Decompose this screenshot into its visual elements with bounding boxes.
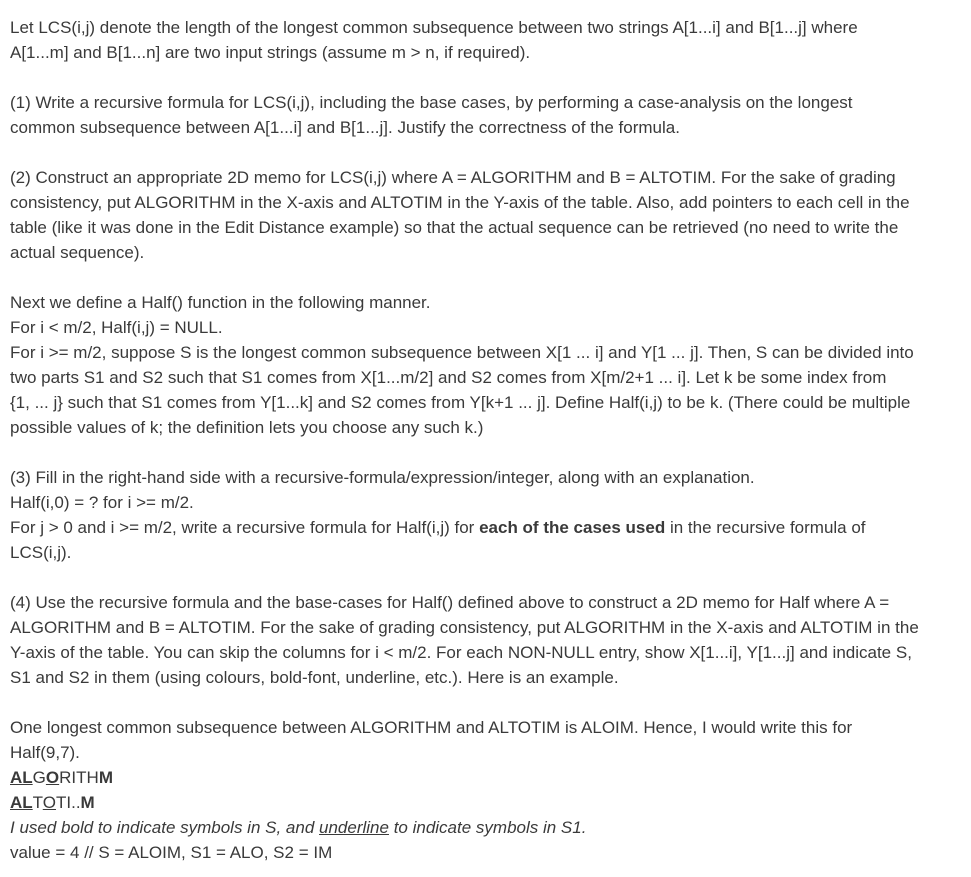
s1-bold-underlined: AL xyxy=(10,768,33,787)
question-2-line-2: consistency, put ALGORITHM in the X-axis and ALTOTIM in the Y-axis of the table. Also, add pointers to each cell in the xyxy=(10,193,910,212)
question-2-line-4: actual sequence). xyxy=(10,243,145,262)
question-3-line-1: (3) Fill in the right-hand side with a recursive-formula/expression/integer, along with an explanation. xyxy=(10,468,755,487)
example-line-1: One longest common subsequence between ALGORITHM and ALTOTIM is ALOIM. Hence, I would write this for xyxy=(10,718,853,737)
question-4-line-2: ALGORITHM and B = ALTOTIM. For the sake of grading consistency, put ALGORITHM in the X-axis and ALTOTIM in the xyxy=(10,618,919,637)
intro-line-1: Let LCS(i,j) denote the length of the longest common subsequence between two strings A[1...i] and B[1...j] where xyxy=(10,18,858,37)
question-3-line-4: LCS(i,j). xyxy=(10,543,72,562)
s2-bold: M xyxy=(80,793,95,812)
question-4-line-3: Y-axis of the table. You can skip the columns for i < m/2. For each NON-NULL entry, show X[1...i], Y[1...j] and indicate S, xyxy=(10,643,912,662)
paragraph-gap xyxy=(10,265,963,290)
s1-bold-underlined: AL xyxy=(10,793,33,812)
plain-text: RITH xyxy=(59,768,99,787)
intro-line-2: A[1...m] and B[1...n] are two input strings (assume m > n, if required). xyxy=(10,43,531,62)
note-text: I used bold to indicate symbols in S, and xyxy=(10,818,320,837)
paragraph-gap xyxy=(10,140,963,165)
plain-text: .. xyxy=(71,793,81,812)
question-3-line-2: Half(i,0) = ? for i >= m/2. xyxy=(10,493,194,512)
example-line-2: Half(9,7). xyxy=(10,743,80,762)
half-definition-line-6: possible values of k; the definition lets you choose any such k.) xyxy=(10,418,484,437)
question-4-line-1: (4) Use the recursive formula and the base-cases for Half() defined above to construct a 2D memo for Half where A = xyxy=(10,593,890,612)
half-definition-line-2: For i < m/2, Half(i,j) = NULL. xyxy=(10,318,223,337)
s1-underlined: O xyxy=(42,793,56,812)
plain-text: TI xyxy=(55,793,72,812)
question-3-line-3 xyxy=(10,515,963,540)
question-4-line-4: S1 and S2 in them (using colours, bold-font, underline, etc.). Here is an example. xyxy=(10,668,619,687)
half-definition-line-3: For i >= m/2, suppose S is the longest common subsequence between X[1 ... i] and Y[1 ... j]. Then, S can be divided into xyxy=(10,343,914,362)
half-definition-line-1: Next we define a Half() function in the following manner. xyxy=(10,293,431,312)
question-1-line-1: (1) Write a recursive formula for LCS(i,j), including the base cases, by performing a case-analysis on the longest xyxy=(10,93,853,112)
question-1-line-2: common subsequence between A[1...i] and B[1...j]. Justify the correctness of the formula. xyxy=(10,118,680,137)
example-altotim-marked xyxy=(10,790,963,815)
paragraph-gap xyxy=(10,565,963,590)
example-algorithm-marked xyxy=(10,765,963,790)
paragraph-gap xyxy=(10,65,963,90)
half-definition-line-5: {1, ... j} such that S1 comes from Y[1...k] and S2 comes from Y[k+1 ... j]. Define Half(i,j) to be k. (There could be multiple xyxy=(10,393,911,412)
question-2-line-3: table (like it was done in the Edit Distance example) so that the actual sequence can be retrieved (no need to write the xyxy=(10,218,899,237)
plain-text: G xyxy=(32,768,46,787)
s2-bold: M xyxy=(98,768,113,787)
paragraph-gap xyxy=(10,690,963,715)
question-3-text-end: in the recursive formula of xyxy=(665,518,866,537)
note-text-end: to indicate symbols in S1. xyxy=(388,818,587,837)
example-value: value = 4 // S = ALOIM, S1 = ALO, S2 = IM xyxy=(10,843,333,862)
plain-text: T xyxy=(32,793,43,812)
half-definition-line-4: two parts S1 and S2 such that S1 comes from X[1...m/2] and S2 comes from X[m/2+1 ... i]. Let k be some index from xyxy=(10,368,887,387)
note-underline-word: underline xyxy=(319,818,389,837)
s1-bold-underlined: O xyxy=(45,768,60,787)
paragraph-gap xyxy=(10,440,963,465)
question-3-emphasis: each of the cases used xyxy=(479,518,666,537)
question-2-line-1: (2) Construct an appropriate 2D memo for LCS(i,j) where A = ALGORITHM and B = ALTOTIM. For the sake of grading xyxy=(10,168,896,187)
example-note xyxy=(10,815,963,840)
question-3-text: For j > 0 and i >= m/2, write a recursive formula for Half(i,j) for xyxy=(10,518,480,537)
